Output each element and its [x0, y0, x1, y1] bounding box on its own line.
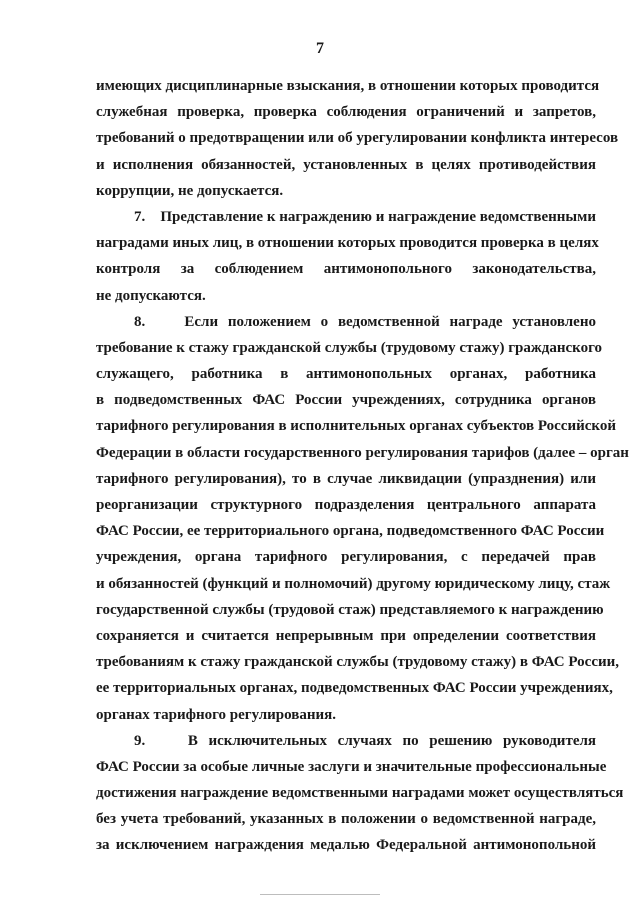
- text-line: в подведомственных ФАС России учреждениях, сотрудника органов: [96, 392, 596, 409]
- text-line: тарифного регулирования в исполнительных органах субъектов Российской: [96, 418, 616, 435]
- text-line: ФАС России, ее территориального органа, подведомственного ФАС России: [96, 523, 605, 540]
- text-line: требование к стажу гражданской службы (трудовому стажу) гражданского: [96, 339, 603, 356]
- text-line: ее территориальных органах, подведомственных ФАС России учреждениях,: [96, 680, 613, 697]
- paragraph-continuation: [96, 73, 619, 204]
- text-fragment: В исключительных случаях по решению руководителя: [187, 732, 597, 749]
- text-line: коррупции, не допускается.: [96, 182, 284, 199]
- text-line: наградами иных лиц, в отношении которых проводится проверка в целях: [96, 235, 599, 252]
- text-line: не допускаются.: [96, 287, 206, 304]
- text-line: служебная проверка, проверка соблюдения ограничений и запретов,: [96, 104, 596, 121]
- text-line: служащего, работника в антимонопольных органах, работника: [96, 366, 596, 383]
- text-line: и обязанностей (функций и полномочий) другому юридическому лицу, стаж: [96, 575, 611, 592]
- text-line-first: [96, 309, 596, 335]
- text-line: органах тарифного регулирования.: [96, 706, 337, 723]
- text-fragment: Представление к награждению и награждение ведомственными: [160, 208, 596, 225]
- scan-artifact-line: [260, 894, 380, 895]
- text-line: тарифного регулирования), то в случае ликвидации (упразднения) или: [96, 470, 596, 487]
- text-line: контроля за соблюдением антимонопольного законодательства,: [96, 261, 596, 278]
- text-line: реорганизации структурного подразделения центрального аппарата: [96, 497, 596, 513]
- paragraph-item-9: [96, 728, 624, 859]
- text-line: имеющих дисциплинарные взыскания, в отношении которых проводится: [96, 78, 600, 94]
- text-line: и исполнения обязанностей, установленных в целях противодействия: [96, 156, 596, 173]
- paragraph-item-7: [96, 204, 599, 309]
- text-line: Федерации в области государственного регулирования тарифов (далее – орган: [96, 444, 629, 461]
- text-line: требованиям к стажу гражданской службы (трудовому стажу) в ФАС России,: [96, 654, 620, 671]
- text-line: за исключением награждения медалью Федеральной антимонопольной: [96, 837, 596, 854]
- text-line: государственной службы (трудовой стаж) представляемого к награждению: [96, 601, 604, 618]
- text-line: достижения награждение ведомственными наградами может осуществляться: [96, 785, 624, 802]
- text-line: без учета требований, указанных в положении о ведомственной награде,: [96, 811, 596, 828]
- text-line-first: [96, 728, 596, 754]
- text-line: сохраняется и считается непрерывным при определении соответствия: [96, 627, 596, 644]
- text-line-first: [96, 204, 596, 230]
- text-line: учреждения, органа тарифного регулирования, с передачей прав: [96, 549, 596, 566]
- item-number: 7.: [134, 208, 146, 225]
- item-number: 8.: [134, 313, 146, 330]
- text-line: ФАС России за особые личные заслуги и значительные профессиональные: [96, 758, 607, 775]
- text-line: требований о предотвращении или об урегулировании конфликта интересов: [96, 130, 619, 147]
- page-number: 7: [316, 40, 324, 57]
- document-body: [96, 73, 629, 859]
- item-number: 9.: [134, 732, 146, 749]
- paragraph-item-8: [96, 309, 629, 728]
- text-fragment: Если положением о ведомственной награде установлено: [184, 313, 596, 330]
